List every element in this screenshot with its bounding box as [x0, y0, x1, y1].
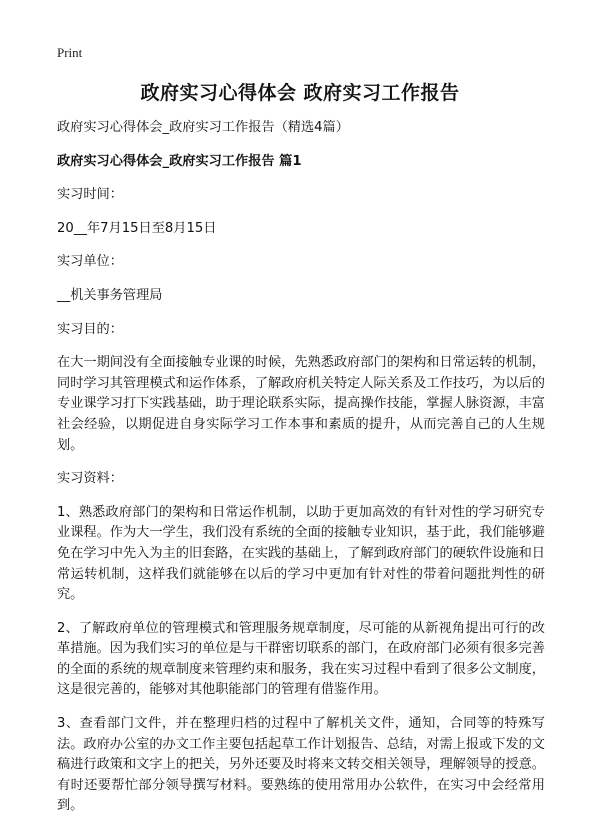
print-link[interactable]: Print — [57, 45, 83, 60]
paragraph-internship-unit-value: __机关事务管理局 — [57, 287, 163, 303]
document-subtitle: 政府实习心得体会_政府实习工作报告（精选4篇） — [57, 120, 349, 135]
paragraph-internship-materials-label: 实习资料： — [57, 471, 123, 487]
paragraph-internship-time-label: 实习时间： — [57, 187, 123, 203]
paragraph-internship-time-value: 20__年7月15日至8月15日 — [57, 220, 217, 236]
section-heading: 政府实习心得体会_政府实习工作报告 篇1 — [57, 153, 302, 169]
document-title: 政府实习心得体会 政府实习工作报告 — [140, 82, 460, 104]
paragraph-material-2: 2、了解政府单位的管理模式和管理服务规章制度，尽可能的从新视角提出可行的改革措施。因为我们实习的单位是与干群密切联系的部门，在政府部门必须有很多完善的全面的系统的规章制度来管理约束和服务，我在实习过程中看到了很多公文制度，这是很完善的，能够对其他职能部门的管理有借鉴作用。 — [57, 620, 545, 698]
paragraph-internship-purpose-label: 实习目的： — [57, 321, 123, 337]
paragraph-internship-unit-label: 实习单位： — [57, 254, 123, 270]
paragraph-internship-purpose: 在大一期间没有全面接触专业课的时候，先熟悉政府部门的架构和日常运转的机制，同时学习其管理模式和运作体系，了解政府机关特定人际关系及工作技巧，为以后的专业课学习打下实践基础，助于理论联系实际，提高操作技能，掌握人脉资源，丰富社会经验，以期促进自身实际学习工作本事和素质的提升，从而完善自己的人生规划。 — [57, 355, 545, 453]
paragraph-material-1: 1、熟悉政府部门的架构和日常运作机制，以助于更加高效的有针对性的学习研究专业课程。作为大一学生，我们没有系统的全面的接触专业知识，基于此，我们能够避免在学习中先入为主的旧套路，在实践的基础上，了解到政府部门的硬软件设施和日常运转机制，这样我们就能够在以后的学习中更加有针对性的带着问题批判性的研究。 — [57, 504, 545, 603]
document-content — [57, 118, 545, 830]
paragraph-material-3: 3、查看部门文件，并在整理归档的过程中了解机关文件，通知，合同等的特殊写法。政府办公室的办文工作主要包括起草工作计划报告、总结，对需上报或下发的文稿进行政策和文字上的把关，另外还要及时将来文转交相关领导，理解领导的授意。有时还要帮忙部分领导撰写材料。要熟练的使用常用办公软件，在实习中会经常用到。 — [57, 716, 545, 814]
